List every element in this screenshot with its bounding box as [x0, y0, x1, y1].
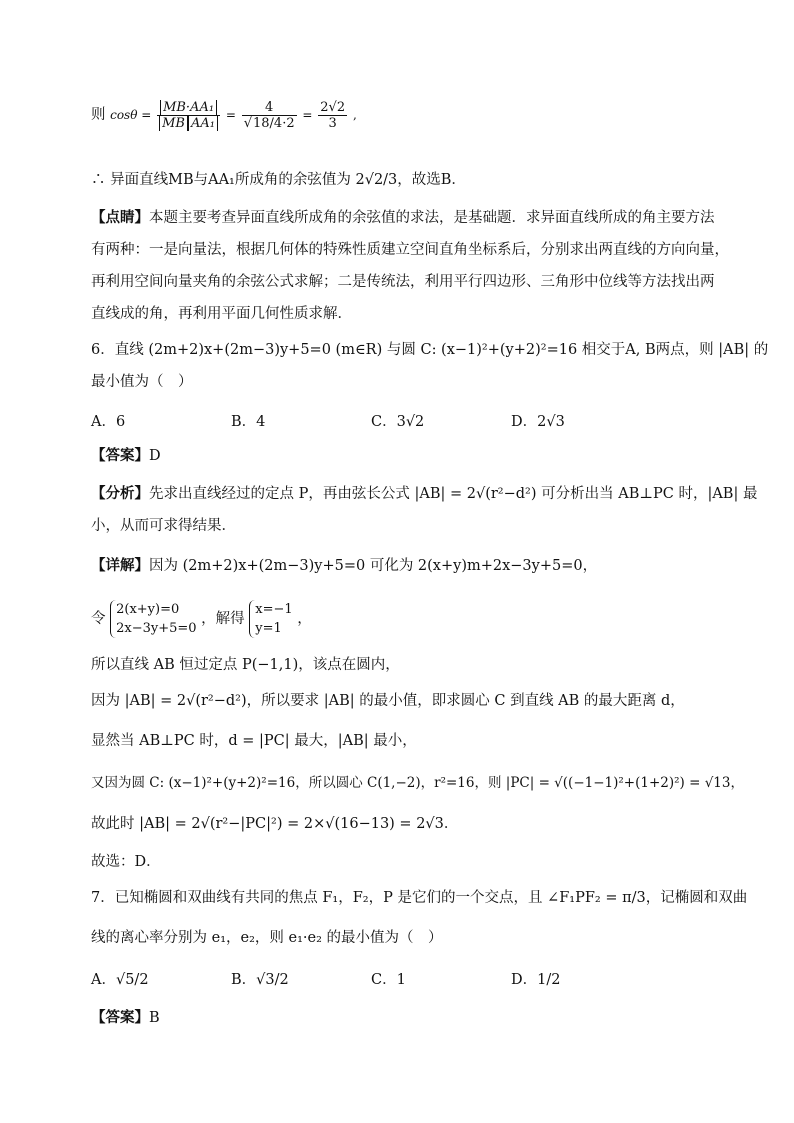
answer-tag: 【答案】 — [91, 1009, 149, 1026]
q6-detail-line-7: 故此时 |AB| = 2√(r²−|PC|²) = 2×√(16−13) = 2√3． — [91, 816, 459, 832]
q6-detail-line-5: 显然当 AB⊥PC 时，d = |PC| 最大，|AB| 最小， — [91, 733, 417, 749]
analysis-tag: 【分析】 — [91, 485, 149, 502]
q6-detail-line-8: 故选：D． — [91, 854, 161, 870]
answer-value: D — [149, 448, 161, 464]
comment-line-4: 直线成的角，再利用平面几何性质求解． — [91, 306, 352, 322]
solution-x: x=−1 — [255, 602, 293, 617]
q7-answer — [91, 1008, 734, 1028]
formula-prefix: 则 — [91, 107, 106, 123]
answer-tag: 【答案】 — [91, 447, 149, 464]
q6-stem-line-1: 6．直线 (2m+2)x+(2m−3)y+5=0 (m∈R) 与圆 C: (x−1)²+(y+2)²=16 相交于A, B两点，则 |AB| 的 — [91, 342, 769, 358]
system-prefix: 令 — [91, 611, 106, 627]
q6-choice-c: C．3√2 — [371, 414, 425, 430]
solution-y: y=1 — [255, 621, 282, 636]
detail-text-1: 因为 (2m+2)x+(2m−3)y+5=0 可化为 2(x+y)m+2x−3y+5=0， — [149, 558, 598, 574]
q7-choice-b: B．√3/2 — [231, 972, 289, 988]
cosine-formula-line — [91, 95, 734, 135]
system-mid: ，解得 — [201, 611, 245, 627]
comment-tag: 【点睛】 — [91, 209, 149, 226]
system-eq-1: 2(x+y)=0 — [116, 602, 180, 617]
solution-system — [249, 600, 292, 638]
paragraph-conclusion: ∴ 异面直线MB与AA₁所成角的余弦值为 2√2/3，故选B． — [91, 172, 466, 188]
q6-choice-d: D．2√3 — [511, 414, 565, 430]
q6-choice-a: A．6 — [91, 414, 126, 430]
q6-stem-line-2: 最小值为（ ） — [91, 374, 193, 390]
q6-choice-b: B．4 — [231, 414, 266, 430]
comment-line-3: 再利用空间向量夹角的余弦公式求解；二是传统法，利用平行四边形、三角形中位线等方法找出两 — [91, 274, 715, 290]
analysis-text-1: 先求出直线经过的定点 P，再由弦长公式 |AB| = 2√(r²−d²) 可分析出当 AB⊥PC 时，|AB| 最 — [149, 486, 758, 502]
q6-detail-line-1 — [91, 556, 734, 576]
q6-detail-system — [91, 598, 734, 640]
q6-detail-line-4: 因为 |AB| = 2√(r²−d²)，所以要求 |AB| 的最小值，即求圆心 C 到直线 AB 的最大距离 d， — [91, 693, 685, 709]
fraction-result: $\frac{2√2}{3}$ — [320, 100, 346, 131]
comment-line-1 — [91, 208, 734, 228]
q7-stem-line-2: 线的离心率分别为 e₁，e₂，则 e₁·e₂ 的最小值为（ ） — [91, 930, 443, 946]
q7-choice-a: A．√5/2 — [91, 972, 149, 988]
cosine-formula: cosθ = $\frac{\text{MB·AA₁}}{\text{MB AA₁}}$ = $\frac{4}{√18/4\cdot 2}$ = $\frac{2√2}{3}$ , — [110, 100, 357, 131]
detail-tag: 【详解】 — [91, 557, 149, 574]
q6-detail-line-6: 又因为圆 C: (x−1)²+(y+2)²=16，所以圆心 C(1,−2)，r²=16，则 |PC| = √((−1−1)²+(1+2)²) = √13， — [91, 775, 744, 791]
q6-answer — [91, 446, 734, 466]
fraction-values: $\frac{4}{√18/4\cdot 2}$ — [243, 100, 295, 131]
system-suffix: ， — [297, 611, 312, 627]
equation-system — [110, 600, 196, 638]
q6-detail-line-3: 所以直线 AB 恒过定点 P(−1,1)，该点在圆内， — [91, 657, 400, 673]
q6-analysis-line-1 — [91, 484, 758, 504]
system-eq-2: 2x−3y+5=0 — [116, 621, 197, 636]
answer-value: B — [149, 1010, 160, 1026]
comment-line-2: 有两种：一是向量法，根据几何体的特殊性质建立空间直角坐标系后，分别求出两直线的方向向量， — [91, 242, 729, 258]
q7-stem-line-1: 7．已知椭圆和双曲线有共同的焦点 F₁，F₂，P 是它们的一个交点，且 ∠F₁PF₂ = π/3，记椭圆和双曲 — [91, 890, 748, 906]
q6-analysis-line-2: 小，从而可求得结果． — [91, 518, 236, 534]
fraction-vectors: $\frac{\text{MB·AA₁}}{\text{MB AA₁}}$ — [157, 100, 220, 131]
comment-text-1: 本题主要考查异面直线所成角的余弦值的求法，是基础题．求异面直线所成的角主要方法 — [149, 210, 715, 226]
q7-choice-c: C．1 — [371, 972, 406, 988]
q7-choice-d: D．1/2 — [511, 972, 561, 988]
